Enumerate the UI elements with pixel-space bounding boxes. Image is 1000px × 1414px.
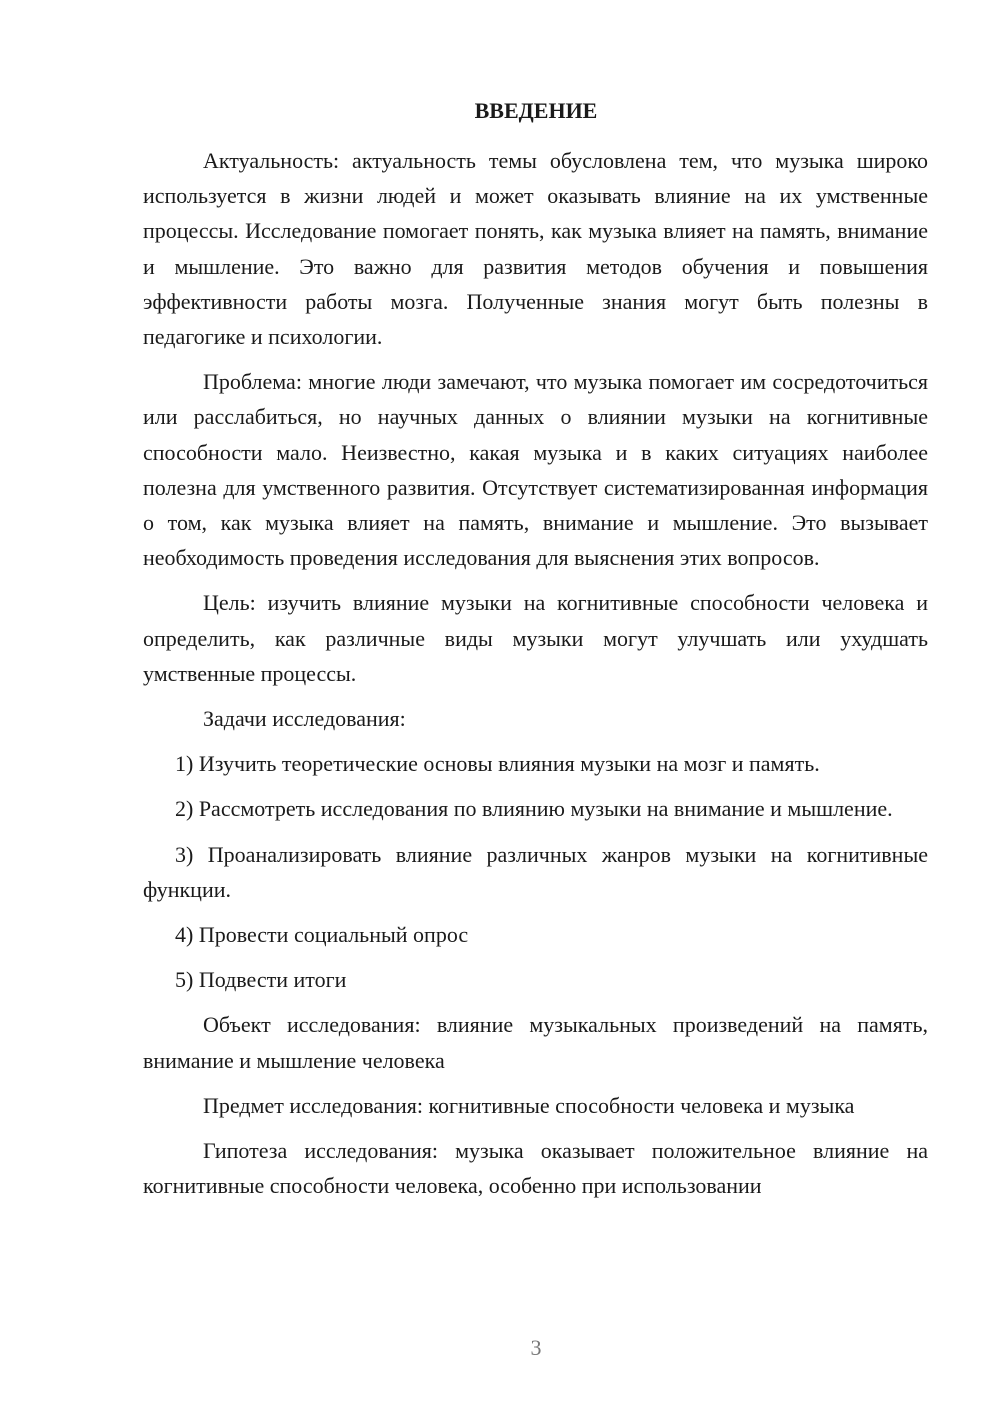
page-body — [143, 143, 928, 1213]
problem-paragraph: Проблема: многие люди замечают, что музыка помогает им сосредоточиться или расслабиться, но научных данных о влиянии музыки на когнитивные способности мало. Неизвестно, какая музыка и в каких ситуациях наиболее полезна для умственного развития. Отсутствует систематизированная информация о том, как музыка влияет на память, внимание и мышление. Это вызывает необходимость проведения исследования для выяснения этих вопросов. — [143, 369, 928, 571]
subject-paragraph: Предмет исследования: когнитивные способности человека и музыка — [203, 1092, 855, 1118]
tasks-heading: Задачи исследования: — [203, 706, 406, 732]
goal-paragraph: Цель: изучить влияние музыки на когнитивные способности человека и определить, как различные виды музыки могут улучшать или ухудшать умственные процессы. — [143, 590, 928, 686]
relevance-paragraph: Актуальность: актуальность темы обусловлена тем, что музыка широко используется в жизни людей и может оказывать влияние на их умственные процессы. Исследование помогает понять, как музыка влияет на память, внимание и мышление. Это важно для развития методов обучения и повышения эффективности работы мозга. Полученные знания могут быть полезны в педагогике и психологии. — [143, 148, 928, 350]
hypothesis-paragraph: Гипотеза исследования: музыка оказывает положительное влияние на когнитивные способности человека, особенно при использовании — [143, 1138, 928, 1199]
task-item-5: 5) Подвести итоги — [175, 967, 347, 993]
task-item-2: 2) Рассмотреть исследования по влиянию музыки на внимание и мышление. — [175, 796, 893, 822]
page-title: ВВЕДЕНИЕ — [474, 98, 598, 123]
task-item-3: 3) Проанализировать влияние различных жанров музыки на когнитивные функции. — [143, 841, 928, 902]
object-paragraph: Объект исследования: влияние музыкальных произведений на память, внимание и мышление человека — [143, 1012, 928, 1073]
task-item-4: 4) Провести социальный опрос — [175, 922, 469, 948]
page-number: 3 — [530, 1335, 542, 1360]
task-item-1: 1) Изучить теоретические основы влияния музыки на мозг и память. — [175, 751, 820, 777]
